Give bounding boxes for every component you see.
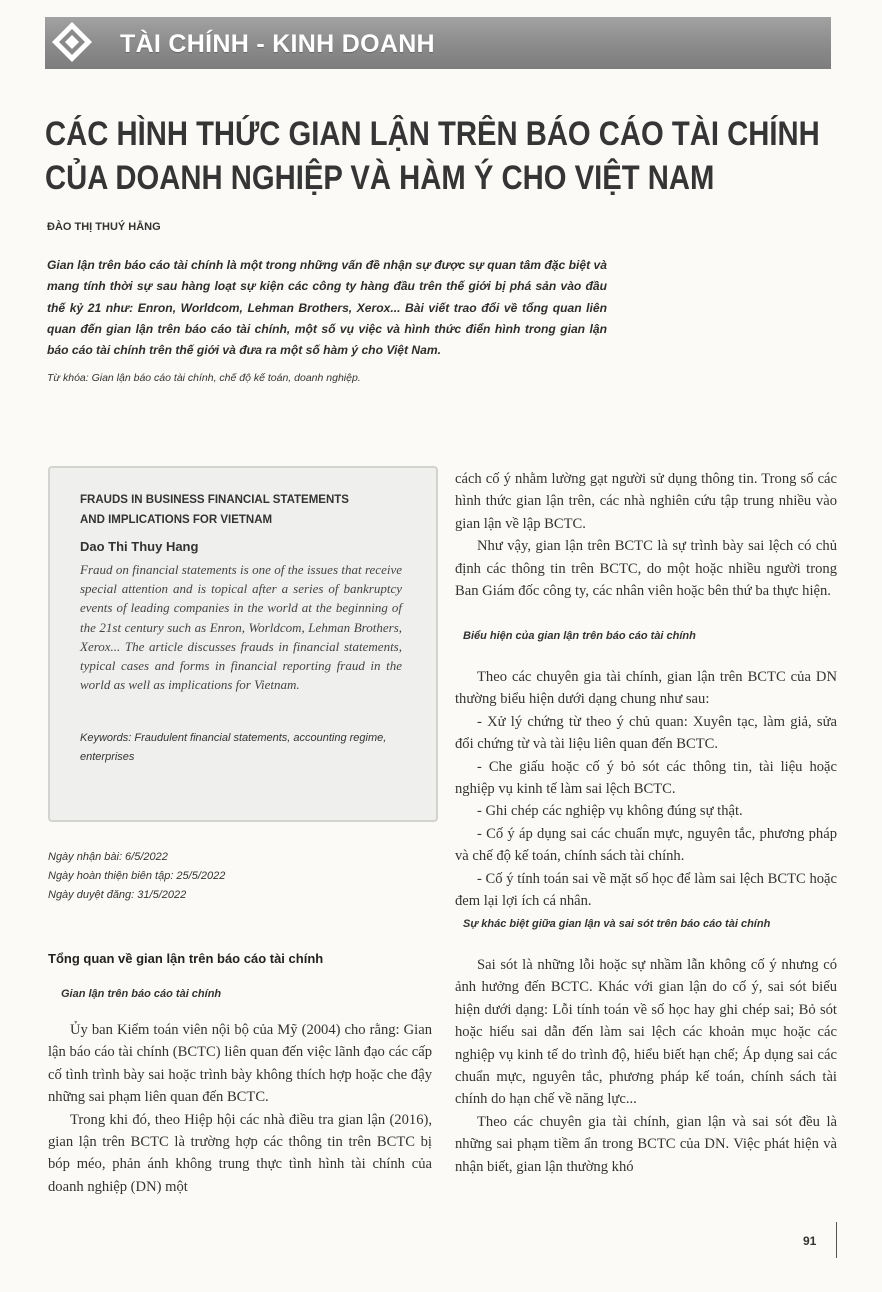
bullet-item: - Xử lý chứng từ theo ý chủ quan: Xuyên tạc, làm giả, sửa đổi chứng từ và tài liệu liên quan đến BCTC. xyxy=(455,713,837,753)
english-title-line2: AND IMPLICATIONS FOR VIETNAM xyxy=(80,514,273,526)
section-diamond-icon xyxy=(50,20,94,64)
english-keywords: Keywords: Fraudulent financial statements, accounting regime, enterprises xyxy=(80,732,387,763)
subsection-heading: Sự khác biệt giữa gian lận và sai sót trên báo cáo tài chính xyxy=(463,918,771,930)
bullet-item: - Cố ý tính toán sai về mặt số học để làm sai lệch BCTC hoặc đem lại lợi ích cá nhân. xyxy=(455,870,837,910)
section-title: TÀI CHÍNH - KINH DOANH xyxy=(120,30,435,58)
article-title-line2: CỦA DOANH NGHIỆP VÀ HÀM Ý CHO VIỆT NAM xyxy=(45,159,715,197)
right-column-text-mid xyxy=(455,666,837,912)
english-abstract: Fraud on financial statements is one of the issues that receive special attention and is topical after a series of bankruptcy events of leading companies in the world at the beginning of the 21st century such as Enron, Worldcom, Lehman Brothers, Xerox... The article discusses frauds in financial statements, typical cases and forms in financial reporting fraud in the world as well as implications for Vietnam. xyxy=(80,562,402,693)
english-title xyxy=(80,490,400,530)
english-title-line1: FRAUDS IN BUSINESS FINANCIAL STATEMENTS xyxy=(80,494,349,506)
bullet-item: - Cố ý áp dụng sai các chuẩn mực, nguyên tắc, phương pháp và chế độ kế toán, chính sách tài chính. xyxy=(455,825,837,865)
paragraph: Theo các chuyên gia tài chính, gian lận trên BCTC của DN thường biểu hiện dưới dạng chung như sau: xyxy=(455,669,837,708)
article-title-line1: CÁC HÌNH THỨC GIAN LẬN TRÊN BÁO CÁO TÀI CHÍNH xyxy=(45,115,820,153)
paragraph: Theo các chuyên gia tài chính, gian lận và sai sót đều là những sai phạm tiềm ẩn trong BCTC của DN. Việc phát hiện và nhận biết, gian lận thường khó xyxy=(455,1113,837,1175)
right-column-text-top xyxy=(455,468,837,602)
subsection-heading: Gian lận trên báo cáo tài chính xyxy=(61,988,222,1000)
paragraph: Trong khi đó, theo Hiệp hội các nhà điều tra gian lận (2016), gian lận trên BCTC là trường hợp các thông tin trên BCTC bị bóp méo, phản ánh không trung thực tình hình tài chính của doanh nghiệp (DN) một xyxy=(48,1111,432,1195)
page-number: 91 xyxy=(803,1234,817,1248)
right-column-text-bottom xyxy=(455,954,837,1178)
article-author: ĐÀO THỊ THUÝ HẰNG xyxy=(47,221,161,233)
paragraph: Sai sót là những lỗi hoặc sự nhầm lẫn không cố ý nhưng có ảnh hưởng đến BCTC. Khác với gian lận do cố ý, sai sót biểu hiện dưới dạng: Lỗi tính toán về số học hay ghi chép sai; Bỏ sót hoặc hiểu sai dẫn đến làm sai lệch các khoản mục hoặc các nghiệp vụ kinh tế do trình độ, hiểu biết hạn chế; Áp dụng sai các chuẩn mực, nguyên tắc, phương pháp kế toán, chính sách tài chính do hạn chế về năng lực... xyxy=(455,957,837,1108)
article-title xyxy=(45,112,820,200)
section-heading: Tổng quan về gian lận trên báo cáo tài chính xyxy=(48,951,324,966)
paragraph: cách cố ý nhằm lường gạt người sử dụng thông tin. Trong số các hình thức gian lận trên, các nhà nghiên cứu tập trung nhiều vào gian lận về lập BCTC. xyxy=(455,471,837,532)
date-revised: Ngày hoàn thiện biên tập: 25/5/2022 xyxy=(48,870,226,882)
english-author: Dao Thi Thuy Hang xyxy=(80,539,199,554)
article-abstract: Gian lận trên báo cáo tài chính là một trong những vấn đề nhận sự được sự quan tâm đặc biệt và mang tính thời sự sau hàng loạt sự kiện các công ty hàng đầu trên thế giới bị phá sản vào đầu thế kỷ 21 như: Enron, Worldcom, Lehman Brothers, Xerox... Bài viết trao đổi về tổng quan liên quan đến gian lận trên báo cáo tài chính, một số vụ việc và hình thức điển hình trong gian lận báo cáo tài chính trên thế giới và đưa ra một số hàm ý cho Việt Nam. xyxy=(47,258,607,358)
date-approved: Ngày duyệt đăng: 31/5/2022 xyxy=(48,889,187,901)
paragraph: Ủy ban Kiểm toán viên nội bộ của Mỹ (2004) cho rằng: Gian lận báo cáo tài chính (BCTC) liên quan đến việc lãnh đạo các cấp cố tình trình bày sai hoặc trình bày không thích hợp hoặc che đậy những sai phạm liên quan đến BCTC. xyxy=(48,1022,432,1106)
footer-rule xyxy=(836,1222,837,1258)
left-column-text xyxy=(48,1019,432,1198)
date-received: Ngày nhận bài: 6/5/2022 xyxy=(48,851,168,863)
bullet-item: - Ghi chép các nghiệp vụ không đúng sự thật. xyxy=(477,803,743,820)
article-dates xyxy=(48,848,225,905)
article-keywords: Từ khóa: Gian lận báo cáo tài chính, chế độ kế toán, doanh nghiệp. xyxy=(47,372,361,384)
bullet-item: - Che giấu hoặc cố ý bỏ sót các thông tin, tài liệu hoặc nghiệp vụ kinh tế làm sai lệch BCTC. xyxy=(455,758,837,798)
paragraph: Như vậy, gian lận trên BCTC là sự trình bày sai lệch có chủ định các thông tin trên BCTC, do một hoặc nhiều người trong Ban Giám đốc công ty, các nhân viên hoặc bên thứ ba thực hiện. xyxy=(455,538,837,600)
subsection-heading: Biểu hiện của gian lận trên báo cáo tài chính xyxy=(463,630,696,642)
